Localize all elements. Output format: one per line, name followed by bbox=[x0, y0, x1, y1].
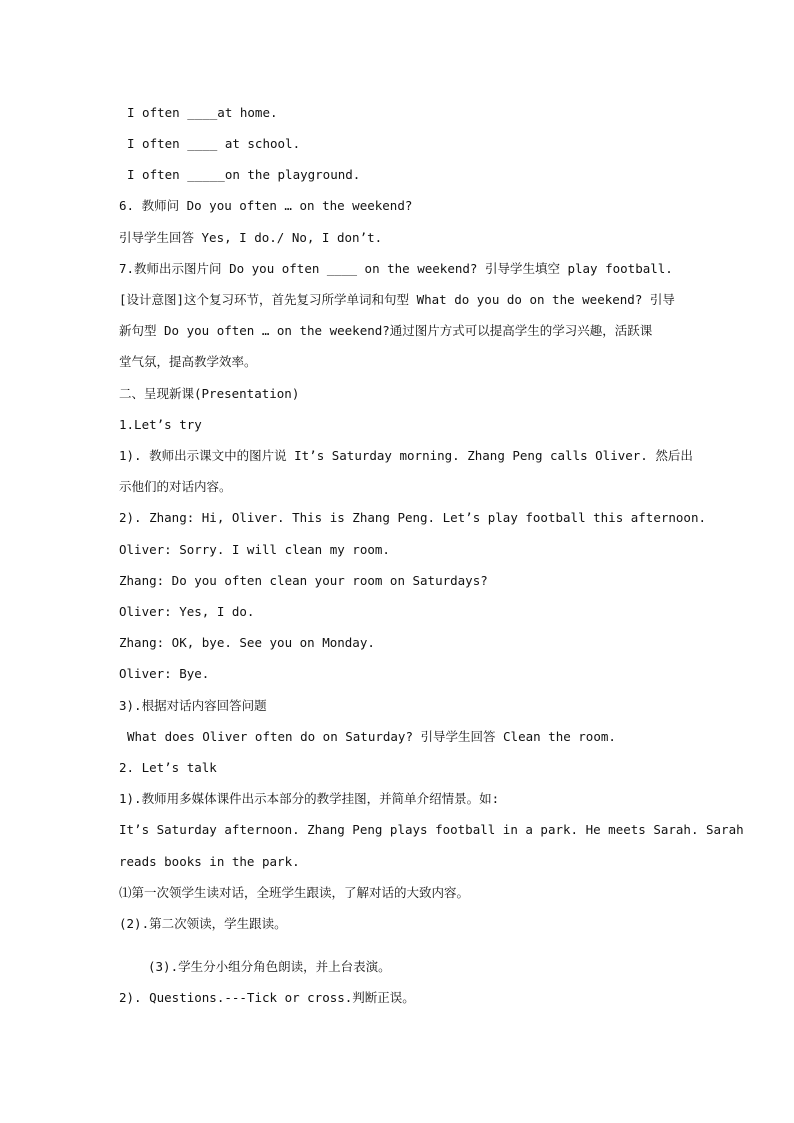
text-line-18: Zhang: OK, bye. See you on Monday. bbox=[119, 635, 375, 650]
text-line-13: 示他们的对话内容。 bbox=[119, 479, 232, 494]
text-line-10: 二、呈现新课(Presentation) bbox=[119, 386, 300, 401]
text-line-24: It’s Saturday afternoon. Zhang Peng plays football in a park. He meets Sarah. Sarah bbox=[119, 822, 744, 837]
text-line-17: Oliver: Yes, I do. bbox=[119, 604, 255, 619]
text-line-28: (3).学生分小组分角色朗读，并上台表演。 bbox=[148, 959, 391, 974]
text-line-7: [设计意图]这个复习环节，首先复习所学单词和句型 What do you do on the weekend? 引导 bbox=[119, 292, 675, 307]
text-line-22: 2. Let’s talk bbox=[119, 760, 217, 775]
text-line-26: ⑴第一次领学生读对话，全班学生跟读，了解对话的大致内容。 bbox=[119, 885, 470, 900]
text-line-3: I often _____on the playground. bbox=[127, 167, 361, 182]
text-line-8: 新句型 Do you often … on the weekend?通过图片方式可以提高学生的学习兴趣，活跃课 bbox=[119, 323, 653, 338]
text-line-21: What does Oliver often do on Saturday? 引导学生回答 Clean the room. bbox=[127, 729, 616, 744]
text-line-16: Zhang: Do you often clean your room on Saturdays? bbox=[119, 573, 488, 588]
text-line-11: 1.Let’s try bbox=[119, 417, 202, 432]
text-line-15: Oliver: Sorry. I will clean my room. bbox=[119, 542, 390, 557]
text-line-14: 2). Zhang: Hi, Oliver. This is Zhang Peng. Let’s play football this afternoon. bbox=[119, 510, 706, 525]
text-line-25: reads books in the park. bbox=[119, 854, 300, 869]
text-line-12: 1). 教师出示课文中的图片说 It’s Saturday morning. Zhang Peng calls Oliver. 然后出 bbox=[119, 448, 693, 463]
text-line-20: 3).根据对话内容回答问题 bbox=[119, 698, 267, 713]
text-line-29: 2). Questions.---Tick or cross.判断正误。 bbox=[119, 990, 415, 1005]
text-line-9: 堂气氛，提高教学效率。 bbox=[119, 354, 257, 369]
text-line-1: I often ____at home. bbox=[127, 105, 278, 120]
text-line-2: I often ____ at school. bbox=[127, 136, 301, 151]
text-line-27: (2).第二次领读，学生跟读。 bbox=[119, 916, 287, 931]
text-line-4: 6. 教师问 Do you often … on the weekend? bbox=[119, 198, 413, 213]
text-line-5: 引导学生回答 Yes, I do./ No, I don’t. bbox=[119, 230, 383, 245]
text-line-6: 7.教师出示图片问 Do you often ____ on the weekend? 引导学生填空 play football. bbox=[119, 261, 673, 276]
text-line-19: Oliver: Bye. bbox=[119, 666, 210, 681]
text-line-23: 1).教师用多媒体课件出示本部分的教学挂图，并简单介绍情景。如: bbox=[119, 791, 500, 806]
